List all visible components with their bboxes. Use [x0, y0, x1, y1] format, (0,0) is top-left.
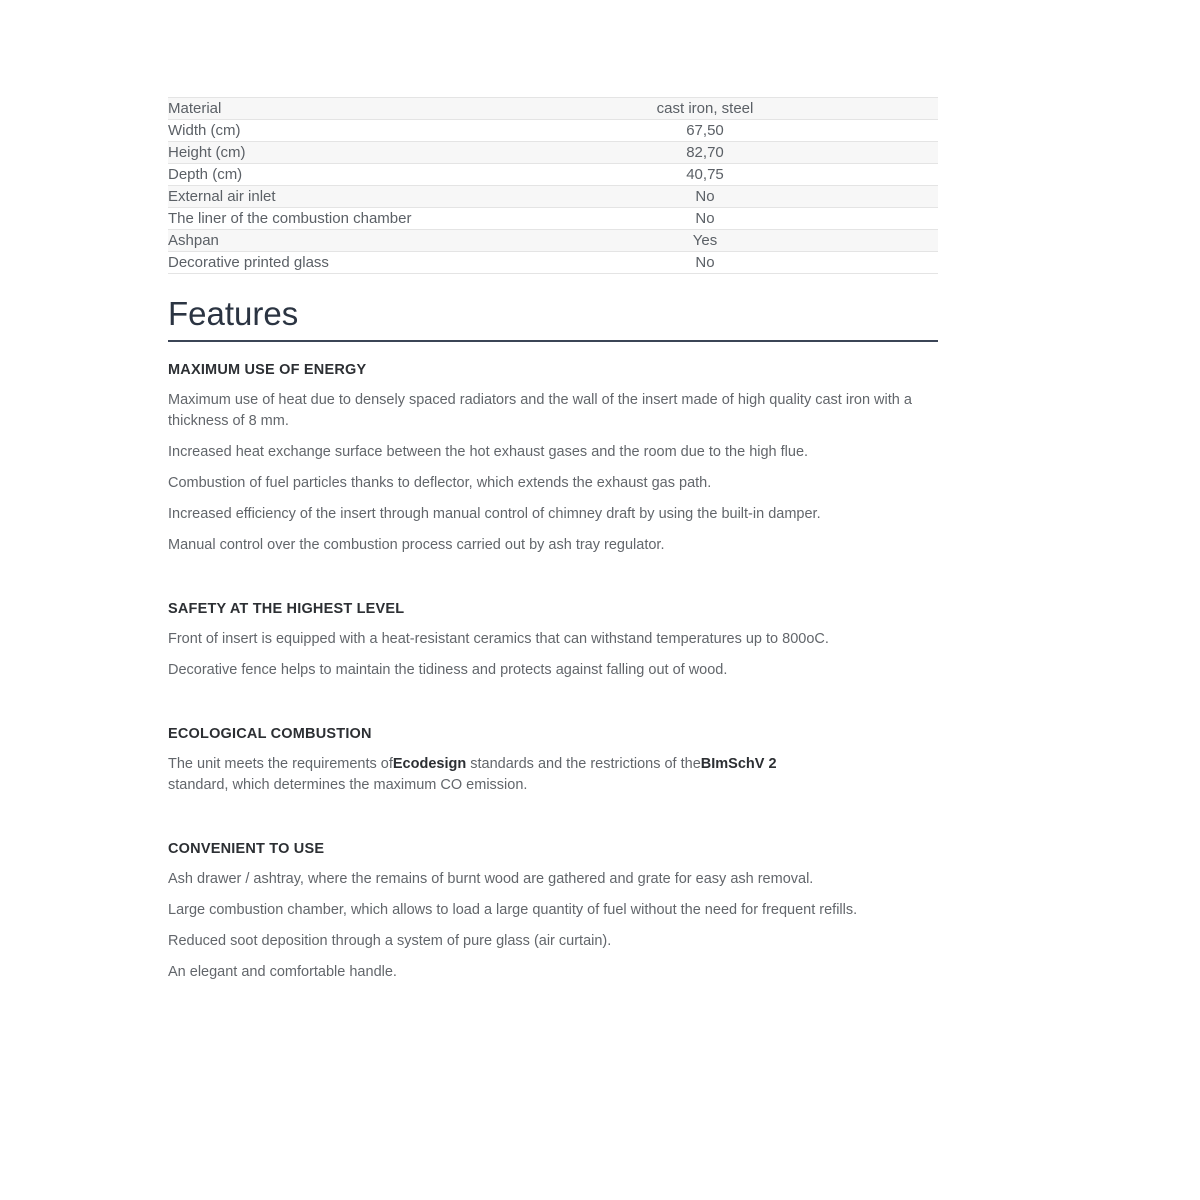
table-row: [168, 164, 938, 186]
spec-value: cast iron, steel: [656, 100, 754, 117]
section-title: MAXIMUM USE OF ENERGY: [168, 362, 367, 378]
feature-section-ecological: [168, 725, 938, 796]
spec-label: The liner of the combustion chamber: [168, 208, 628, 230]
spec-value: 82,70: [686, 144, 724, 161]
feature-section-convenient: [168, 840, 938, 983]
paragraph: Large combustion chamber, which allows to load a large quantity of fuel without the need for frequent refills.: [168, 902, 858, 918]
paragraph: An elegant and comfortable handle.: [168, 964, 397, 980]
section-title: ECOLOGICAL COMBUSTION: [168, 726, 372, 742]
spec-label: Height (cm): [168, 142, 628, 164]
bimschv-term: BImSchV 2: [700, 756, 777, 772]
paragraph: Increased efficiency of the insert through manual control of chimney draft by using the built-in damper.: [168, 506, 821, 522]
table-row: [168, 120, 938, 142]
ecodesign-term: Ecodesign: [392, 756, 467, 772]
spec-label: Material: [168, 98, 628, 120]
paragraph: Manual control over the combustion process carried out by ash tray regulator.: [168, 537, 665, 553]
spec-label: Width (cm): [168, 120, 628, 142]
text-segment: The unit meets the requirements of: [168, 756, 393, 772]
paragraph: Front of insert is equipped with a heat-resistant ceramics that can withstand temperatures up to 800oC.: [168, 631, 829, 647]
paragraph: [168, 754, 928, 796]
spec-label: Depth (cm): [168, 164, 628, 186]
spec-value: No: [695, 188, 715, 205]
spec-label: External air inlet: [168, 186, 628, 208]
table-row: [168, 230, 938, 252]
paragraph: Reduced soot deposition through a system of pure glass (air curtain).: [168, 933, 612, 949]
feature-section-safety: [168, 600, 938, 681]
spec-label: Decorative printed glass: [168, 252, 628, 274]
spec-value: No: [695, 254, 715, 271]
paragraph: Maximum use of heat due to densely spaced radiators and the wall of the insert made of high quality cast iron with a thickness of 8 mm.: [168, 392, 912, 429]
table-row: [168, 142, 938, 164]
text-segment: standards and the restrictions of the: [466, 756, 701, 772]
paragraph: Decorative fence helps to maintain the tidiness and protects against falling out of wood.: [168, 662, 728, 678]
text-segment: standard, which determines the maximum CO emission.: [168, 777, 528, 793]
features-heading: Features: [168, 296, 938, 342]
paragraph: Combustion of fuel particles thanks to deflector, which extends the exhaust gas path.: [168, 475, 712, 491]
spec-label: Ashpan: [168, 230, 628, 252]
table-row: [168, 98, 938, 120]
section-title: CONVENIENT TO USE: [168, 841, 325, 857]
spec-value: No: [695, 210, 715, 227]
product-details: [168, 97, 938, 993]
table-row: [168, 252, 938, 274]
table-row: [168, 186, 938, 208]
feature-section-energy: [168, 361, 938, 556]
paragraph: Increased heat exchange surface between the hot exhaust gases and the room due to the high flue.: [168, 444, 809, 460]
paragraph: Ash drawer / ashtray, where the remains of burnt wood are gathered and grate for easy ash removal.: [168, 871, 814, 887]
spec-value: 40,75: [686, 166, 724, 183]
spec-value: 67,50: [686, 122, 724, 139]
section-title: SAFETY AT THE HIGHEST LEVEL: [168, 601, 405, 617]
specifications-table: [168, 97, 938, 274]
spec-value: Yes: [692, 232, 718, 249]
table-row: [168, 208, 938, 230]
